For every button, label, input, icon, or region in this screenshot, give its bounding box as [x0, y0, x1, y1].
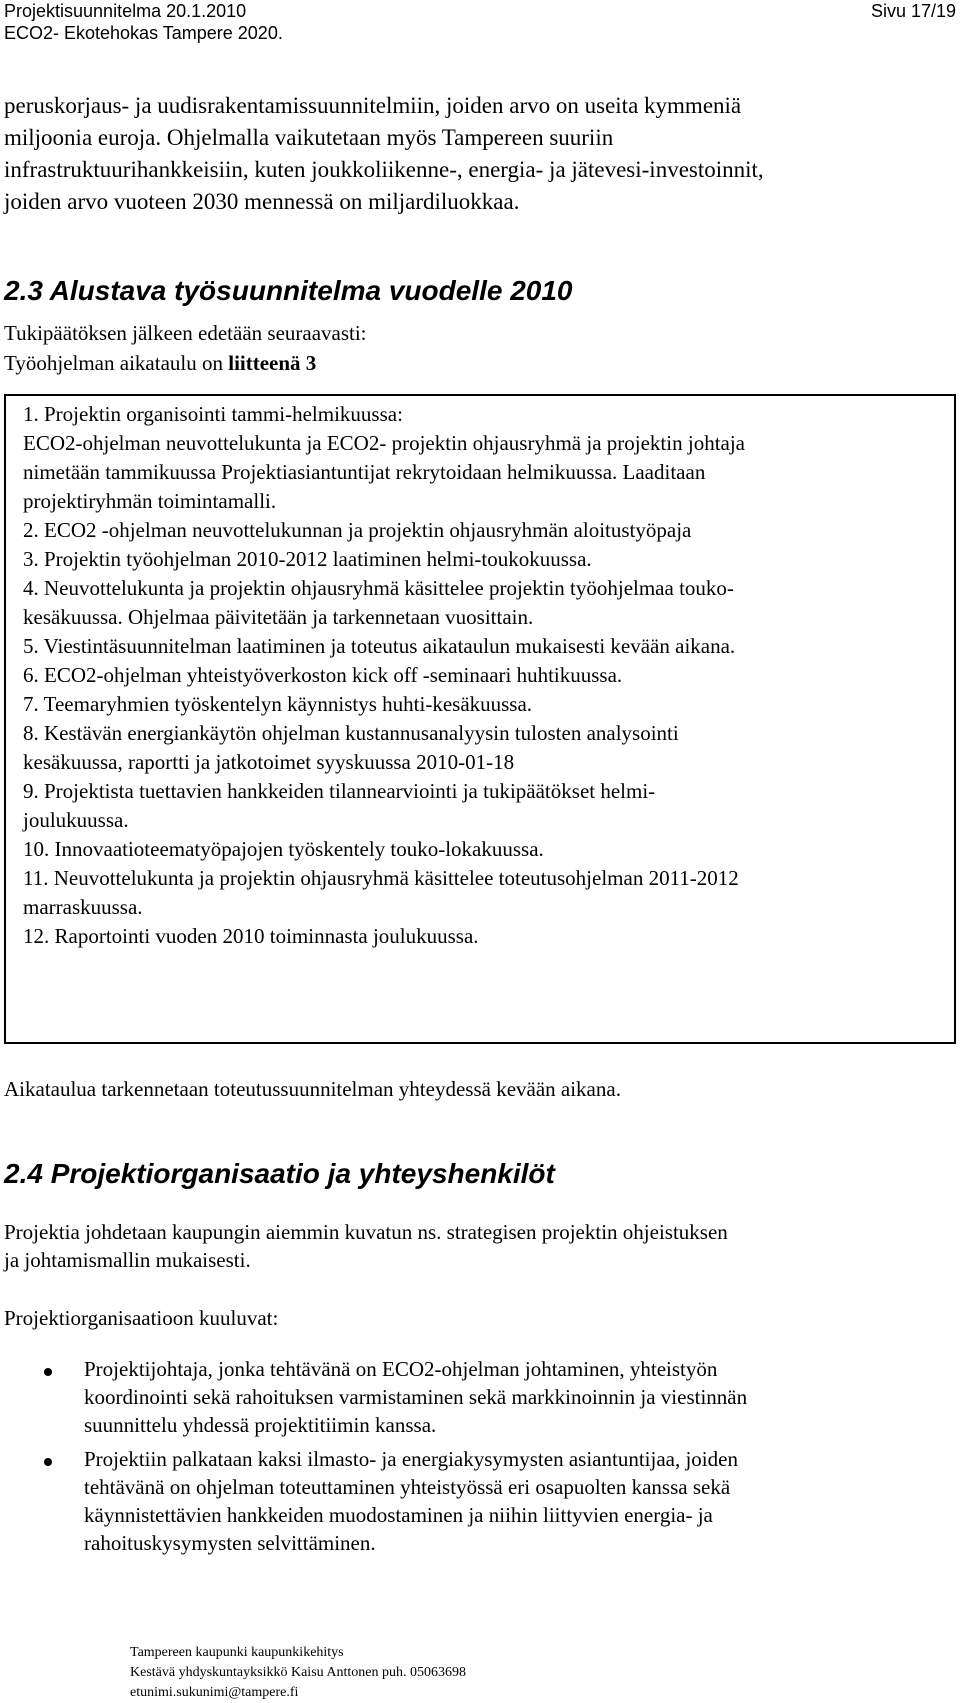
footer-contact: Kestävä yhdyskuntayksikkö Kaisu Anttonen puh. 05063698 — [130, 1665, 466, 1680]
attachment-reference: liitteenä 3 — [228, 351, 317, 375]
organization-list — [4, 1355, 747, 1563]
list-item-line: koordinointi sekä rahoituksen varmistaminen sekä markkinoinnin ja viestinnän — [84, 1385, 748, 1409]
work-plan-line: 9. Projektista tuettavien hankkeiden tilannearviointi ja tukipäätökset helmi- — [23, 779, 656, 803]
intro-line: peruskorjaus- ja uudisrakentamissuunnitelmiin, joiden arvo on useita kymmeniä — [4, 93, 742, 118]
list-item-line: rahoituskysymysten selvittäminen. — [84, 1531, 376, 1555]
list-item — [4, 1445, 747, 1557]
list-item-line: suunnittelu yhdessä projektitiimin kanssa. — [84, 1413, 437, 1437]
work-plan-line: ECO2-ohjelman neuvottelukunta ja ECO2- projektin ohjausryhmä ja projektin johtaja — [23, 431, 745, 455]
work-plan-line: 1. Projektin organisointi tammi-helmikuussa: — [23, 402, 403, 426]
work-plan-line: kesäkuussa, raportti ja jatkotoimet syyskuussa 2010-01-18 — [23, 750, 515, 774]
section-2-3-intro — [4, 318, 954, 378]
work-plan-line: joulukuussa. — [23, 808, 129, 832]
work-plan-line: 2. ECO2 -ohjelman neuvottelukunnan ja projektin ohjausryhmän aloitustyöpaja — [23, 518, 692, 542]
bullet-icon — [44, 1458, 52, 1466]
intro-line: infrastruktuurihankkeisiin, kuten joukkoliikenne-, energia- ja jätevesi-investoinnit, — [4, 157, 764, 182]
intro-line: joiden arvo vuoteen 2030 mennessä on miljardiluokkaa. — [4, 189, 520, 214]
section-2-3-line — [4, 348, 954, 378]
list-item-line: tehtävänä on ohjelman toteuttaminen yhteistyössä eri osapuolten kanssa sekä — [84, 1475, 731, 1499]
section-2-4-heading: 2.4 Projektiorganisaatio ja yhteyshenkilöt — [4, 1158, 555, 1189]
list-item — [4, 1355, 747, 1439]
section-2-4-paragraph — [4, 1218, 954, 1274]
work-plan-line: 8. Kestävän energiankäytön ohjelman kustannusanalyysin tulosten analysointi — [23, 721, 679, 745]
work-plan-line: nimetään tammikuussa Projektiasiantuntijat rekrytoidaan helmikuussa. Laaditaan — [23, 460, 706, 484]
section-2-4-line: Projektia johdetaan kaupungin aiemmin kuvatun ns. strategisen projektin ohjeistuksen — [4, 1220, 728, 1244]
work-plan-line: 12. Raportointi vuoden 2010 toiminnasta joulukuussa. — [23, 924, 479, 948]
page-footer — [130, 1643, 466, 1703]
work-plan-line: 10. Innovaatioteematyöpajojen työskentely touko-lokakuussa. — [23, 837, 544, 861]
list-item-line: käynnistettävien hankkeiden muodostaminen ja niihin liittyvien energia- ja — [84, 1503, 713, 1527]
footer-organization: Tampereen kaupunki kaupunkikehitys — [130, 1645, 344, 1660]
list-item-line: Projektiin palkataan kaksi ilmasto- ja energiakysymysten asiantuntijaa, joiden — [84, 1447, 738, 1471]
work-plan-box — [4, 394, 956, 1044]
intro-line: miljoonia euroja. Ohjelmalla vaikutetaan myös Tampereen suuriin — [4, 125, 614, 150]
organization-intro: Projektiorganisaatioon kuuluvat: — [4, 1306, 279, 1330]
work-plan-line: 3. Projektin työohjelman 2010-2012 laatiminen helmi-toukokuussa. — [23, 547, 592, 571]
footer-email: etunimi.sukunimi@tampere.fi — [130, 1685, 299, 1700]
work-plan-line: 4. Neuvottelukunta ja projektin ohjausryhmä käsittelee projektin työohjelmaa touko- — [23, 576, 734, 600]
work-plan-line: marraskuussa. — [23, 895, 143, 919]
work-plan-line: 11. Neuvottelukunta ja projektin ohjausryhmä käsittelee toteutusohjelman 2011-2012 — [23, 866, 739, 890]
work-plan-line: 7. Teemaryhmien työskentelyn käynnistys huhti-kesäkuussa. — [23, 692, 533, 716]
schedule-note: Aikataulua tarkennetaan toteutussuunnitelman yhteydessä kevään aikana. — [4, 1077, 621, 1101]
section-2-4-line: ja johtamismallin mukaisesti. — [4, 1248, 251, 1272]
section-2-3-line: Tukipäätöksen jälkeen edetään seuraavasti: — [4, 321, 367, 345]
schedule-text: Työohjelman aikataulu on — [4, 351, 229, 375]
bullet-icon — [44, 1368, 52, 1376]
work-plan-line: kesäkuussa. Ohjelmaa päivitetään ja tarkennetaan vuosittain. — [23, 605, 534, 629]
section-2-3-heading: 2.3 Alustava työsuunnitelma vuodelle 2010 — [4, 275, 573, 306]
work-plan-line: 5. Viestintäsuunnitelman laatiminen ja toteutus aikataulun mukaisesti kevään aikana. — [23, 634, 736, 658]
list-item-line: Projektijohtaja, jonka tehtävänä on ECO2-ohjelman johtaminen, yhteistyön — [84, 1357, 718, 1381]
work-plan-line: 6. ECO2-ohjelman yhteistyöverkoston kick off -seminaari huhtikuussa. — [23, 663, 623, 687]
header-page-number: Sivu 17/19 — [870, 1, 956, 21]
header-doc-title: Projektisuunnitelma 20.1.2010 — [4, 1, 247, 21]
work-plan-line: projektiryhmän toimintamalli. — [23, 489, 277, 513]
intro-paragraph — [4, 90, 954, 218]
header-project-name: ECO2- Ekotehokas Tampere 2020. — [4, 23, 283, 43]
